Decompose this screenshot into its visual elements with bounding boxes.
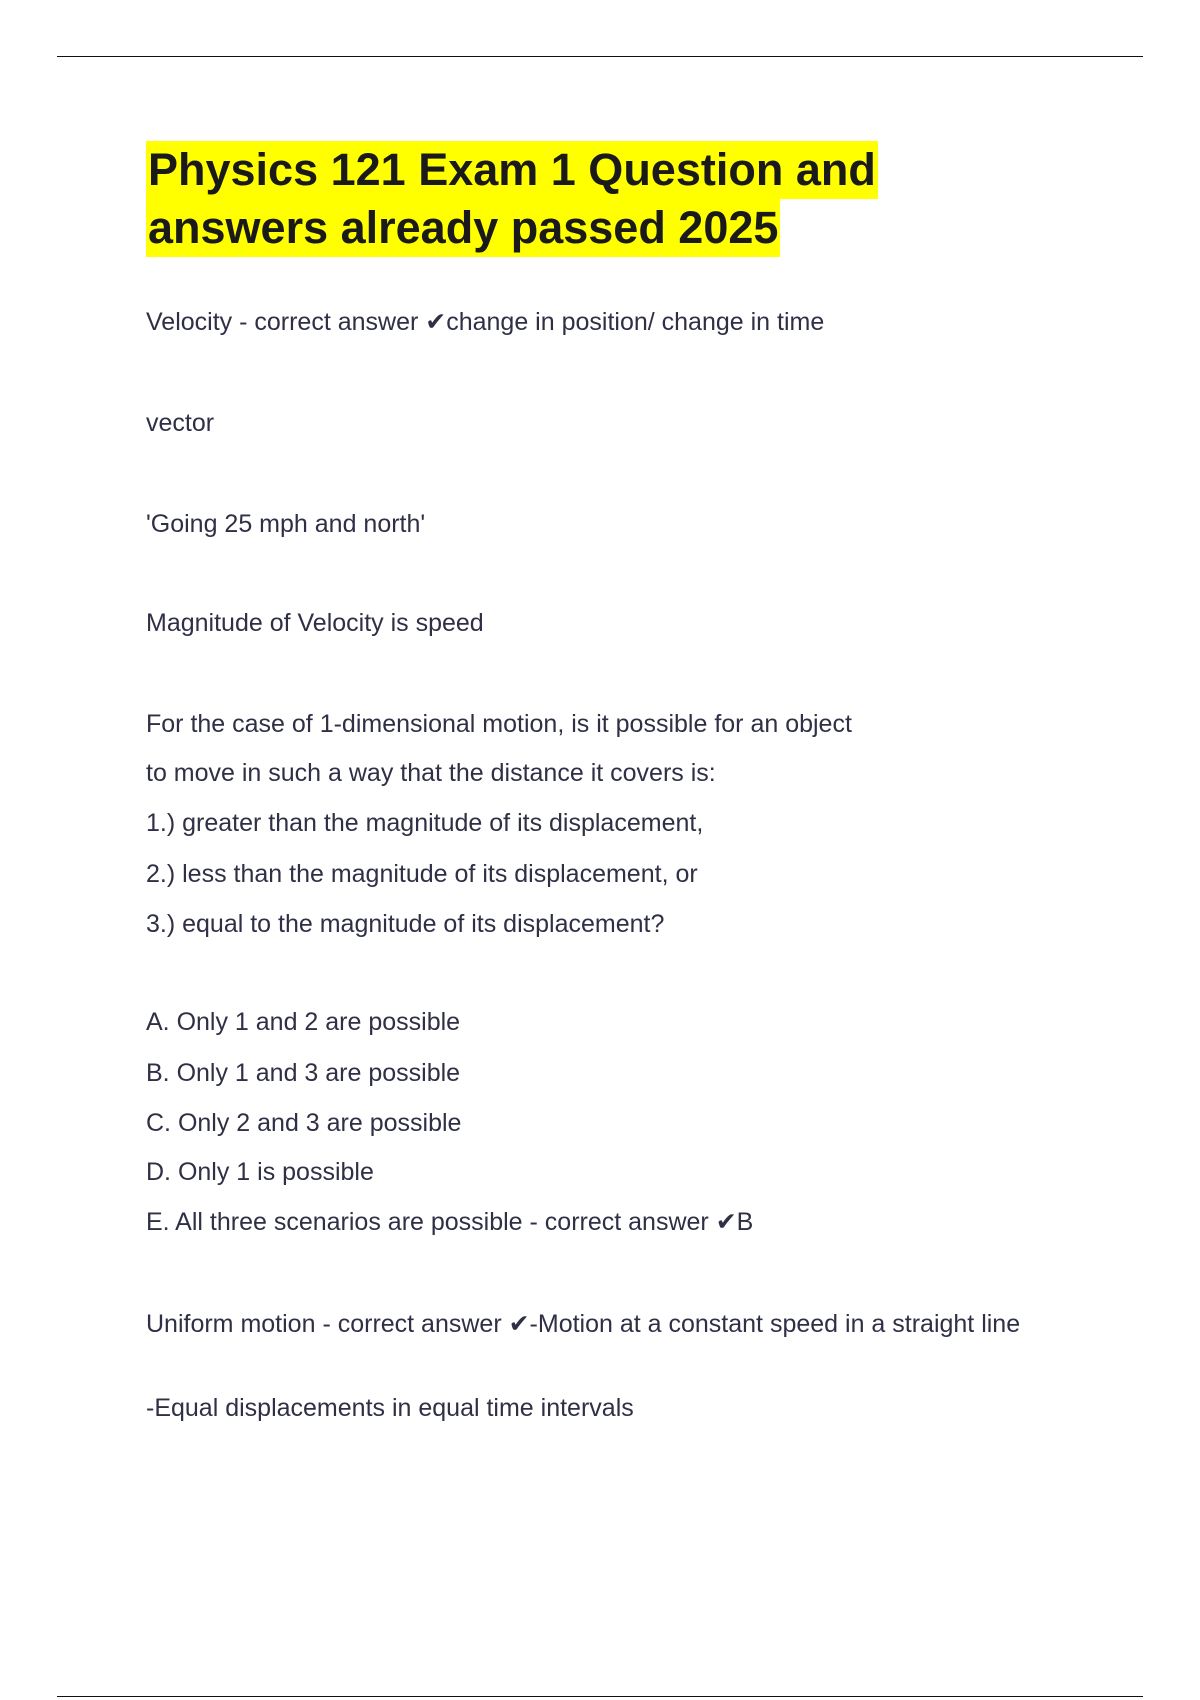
top-rule — [57, 56, 1143, 57]
option-d: D. Only 1 is possible — [146, 1158, 374, 1186]
bottom-rule — [57, 1696, 1143, 1697]
velocity-definition: Velocity - correct answer ✔change in position/ change in time — [146, 308, 825, 336]
magnitude-note: Magnitude of Velocity is speed — [146, 609, 484, 637]
title-line-1: Physics 121 Exam 1 Question and — [146, 141, 878, 199]
question-item-2: 2.) less than the magnitude of its displacement, or — [146, 860, 698, 888]
question-item-3: 3.) equal to the magnitude of its displacement? — [146, 910, 665, 938]
velocity-example: 'Going 25 mph and north' — [146, 510, 426, 538]
question-item-1: 1.) greater than the magnitude of its displacement, — [146, 809, 704, 837]
option-a: A. Only 1 and 2 are possible — [146, 1008, 461, 1036]
uniform-motion-definition: Uniform motion - correct answer ✔-Motion at a constant speed in a straight line — [146, 1310, 1021, 1338]
uniform-motion-note: -Equal displacements in equal time intervals — [146, 1394, 634, 1422]
title-line-2: answers already passed 2025 — [146, 199, 780, 257]
vector-note: vector — [146, 409, 215, 437]
question-line-1: For the case of 1-dimensional motion, is it possible for an object — [146, 710, 852, 738]
option-c: C. Only 2 and 3 are possible — [146, 1109, 462, 1137]
option-b: B. Only 1 and 3 are possible — [146, 1059, 461, 1087]
option-e-answer: E. All three scenarios are possible - correct answer ✔B — [146, 1208, 754, 1236]
page-title — [146, 141, 878, 257]
question-line-2: to move in such a way that the distance it covers is: — [146, 759, 716, 787]
